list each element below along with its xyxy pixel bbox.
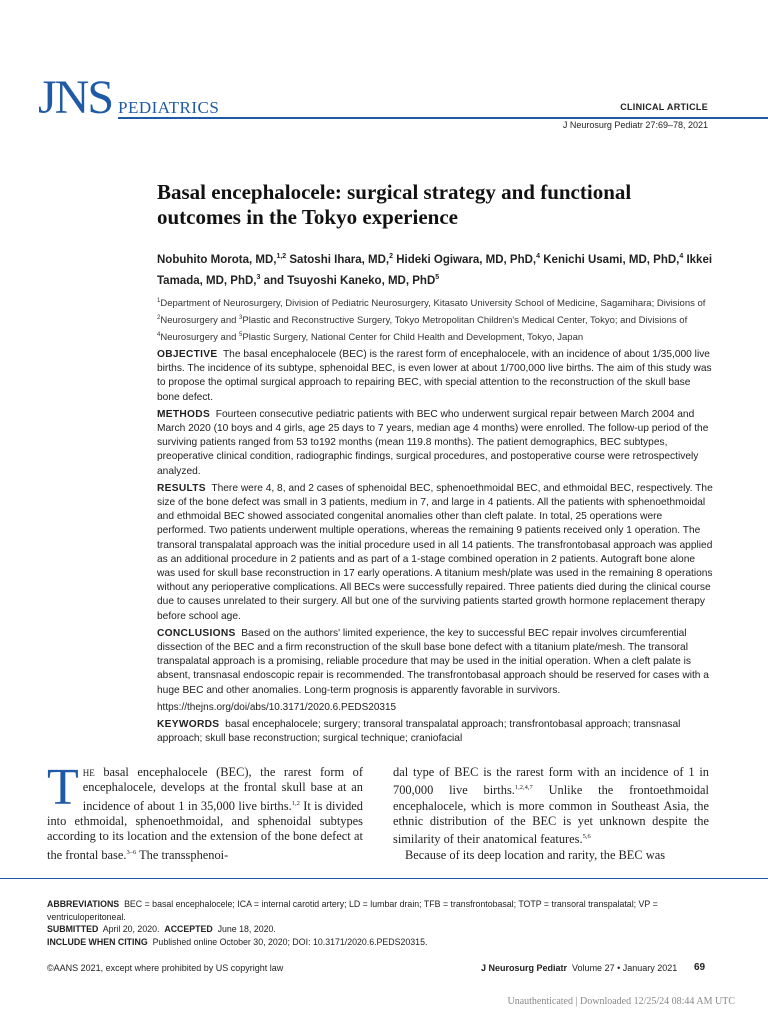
footnote-heading: SUBMITTED (47, 924, 99, 934)
citing-info (47, 936, 713, 949)
footnote-heading: INCLUDE WHEN CITING (47, 936, 148, 947)
keywords-text: basal encephalocele; surgery; transoral transpalatal approach; transfrontobasal approach; transnasal approach; skull base reconstruction; surgical technique; craniofacial (157, 719, 681, 745)
journal-logo: JNS (38, 71, 113, 124)
body-text: is yet unknown despite the similarity of their anatomical features. (393, 814, 710, 847)
abstract-text: There were 4, 8, and 2 cases of sphenoidal BEC, sphenoethmoidal BEC, and ethmoidal BEC, respectively. The size of the bone defect was small in 3 patients, medium in 7, and large in 4 patients. All the patients with sphenoethmoidal and ethmoidal BEC showed associated congenital anomalies other than cleft palate. In total, 25 operations were performed. Two patients underwent multiple operations, whereas the remaining 9 patients received only 1 operation. The transoral transpalatal approach was the initial procedure used in all 14 patients. The transfrontobasal approach was applied as an additional procedure in 2 patients and as part of a 1-stage combined operation in 2 patients. Autograft bone alone was used for skull base reconstruction in 17 early operations. A titanium mesh/plate was used in the remaining 8 operations without any perioperative complications. All BECs were successfully repaired. Three patients died during the clinical course due to causes unrelated to their surgery. All but one of the surviving patients started growth hormone replacement therapy before school age. (157, 482, 713, 622)
author-sup: 5 (435, 273, 440, 281)
body-text: BEC (454, 765, 479, 779)
body-text: BEC (618, 847, 643, 862)
body-text: Because of its deep location and rarity, the (405, 847, 619, 862)
abstract (157, 348, 713, 749)
abstract-heading: CONCLUSIONS (157, 627, 236, 639)
footnote-text: June 18, 2020. (217, 924, 276, 934)
abstract-text: Based on the authors' limited experience, the key to successful BEC repair involves circumferential dissection of the BEC and a firm reconstruction of the skull base bone defect with a titanium plate/mesh. The transoral transpalatal approach is a promising, reliable procedure that may be used in the initial operation. When a cleft palate is absent, transnasal endoscopic repair is recommended. The transfrontobasal approach should be reserved for cases with a huge BEC and other anomalies. Long-term prognosis is apparently favorable in survivors. (157, 627, 709, 696)
doi-link[interactable]: https://thejns.org/doi/abs/10.3171/2020.6.PEDS20315 (157, 701, 397, 713)
affil-text: Plastic Surgery, National Center for Child Health and Development, Tokyo, Japan (242, 332, 584, 344)
submission-dates (47, 923, 713, 936)
author-sup: 4 (536, 253, 541, 260)
download-stamp: Unauthenticated | Downloaded 12/25/24 08:44 AM UTC (507, 996, 735, 1007)
affil-sup: 1 (157, 298, 161, 304)
article-type: CLINICAL ARTICLE (620, 102, 708, 112)
abstract-text: The basal encephalocele (BEC) is the rarest form of encephalocele, with an incidence of about 1/35,000 live births. The incidence of its subtype, sphenoidal BEC, is even lower at about 1/700,000 live births. The aim of this study was to propose the optimal surgical approach to repairing BEC, with special attention to the reconstruction of the skull base bone defect. (157, 349, 712, 403)
body-text: was (642, 847, 666, 862)
footnote-text: BEC = basal encephalocele; ICA = internal carotid artery; LD = lumbar drain; TFB = transfrontobasal; TOTP = transoral transpalatal; VP = ventriculoperitoneal. (47, 899, 658, 922)
body-text: BEC (532, 814, 557, 829)
author: and Tsuyoshi Kaneko, MD, PhD (263, 274, 436, 287)
affil-sup: 4 (157, 332, 161, 339)
author: Satoshi Ihara, MD, (289, 253, 390, 266)
ref-sup: 1,2,4,7 (514, 784, 533, 792)
abstract-results (157, 482, 713, 624)
body-text: ), the rarest form of encephalocele, develops at the frontal skull base at an incidence of about 1 in 35,000 live births. (82, 765, 363, 813)
abstract-heading: METHODS (157, 408, 211, 420)
affiliations (157, 294, 713, 345)
header-rule (118, 117, 768, 119)
body-text: is the rarest form with an incidence of 1 in 700,000 live births. (393, 765, 710, 798)
author: Ikkei Tamada, MD, PhD, (157, 253, 713, 287)
abstract-heading: OBJECTIVE (157, 349, 218, 360)
footnote-heading: ACCEPTED (164, 924, 213, 934)
body-paragraph (393, 848, 709, 863)
author-sup: 4 (679, 253, 684, 260)
abstract-heading: KEYWORDS (157, 719, 220, 731)
abbreviations (47, 898, 713, 923)
copyright: ©AANS 2021, except where prohibited by US copyright law (47, 963, 284, 973)
body-text: Unlike the frontoethmoidal encephalocele, which is more common in Southeast Asia, the ethnic distribution of the (393, 783, 709, 829)
abstract-heading: RESULTS (157, 482, 206, 494)
author-sup: 1,2 (276, 253, 287, 260)
article-title: Basal encephalocele: surgical strategy and functional outcomes in the Tokyo experience (157, 180, 632, 229)
affil-text: Department of Neurosurgery, Division of Pediatric Neurosurgery, Kitasato University School of Medicine, Sagamihara; Divisions of (160, 298, 706, 310)
abstract-text: Fourteen consecutive pediatric patients with BEC who underwent surgical repair between March 2004 and March 2020 (10 boys and 4 girls, age 25 days to 7 years, median age 4 months) were enrolled. The follow-up period of the surviving patients ranged from 53 to192 months (mean 119.8 months). The patient demographics, BEC subtypes, preoperative clinical condition, radiographic findings, surgical procedures, and postoperative course were retrospectively analyzed. (157, 408, 709, 477)
author: Kenichi Usami, MD, PhD, (543, 253, 680, 266)
drop-cap: T (47, 759, 79, 816)
body-paragraph (393, 765, 709, 848)
journal-logo-subtitle: PEDIATRICS (118, 98, 220, 117)
footnote-text: Published online October 30, 2020; DOI: 10.3171/2020.6.PEDS20315. (152, 936, 428, 947)
ref-sup: 1,2 (291, 799, 300, 807)
footnotes (47, 898, 713, 948)
affil-sup: 5 (239, 332, 243, 339)
body-text: The transsphenoi- (136, 847, 229, 862)
footnote-heading: ABBREVIATIONS (47, 899, 120, 909)
journal-name: J Neurosurg Pediatr (481, 963, 568, 973)
author-list (157, 248, 717, 290)
author-sup: 3 (256, 273, 261, 281)
lead-word: he (82, 765, 95, 779)
footnote-text: April 20, 2020. (102, 924, 160, 934)
ref-sup: 3–6 (126, 848, 137, 856)
affil-sup: 3 (239, 315, 243, 322)
body-column-2 (393, 765, 709, 863)
abstract-objective (157, 348, 713, 405)
journal-citation: J Neurosurg Pediatr 27:69–78, 2021 (562, 120, 708, 130)
affil-text: Neurosurgery and (160, 332, 240, 344)
affil-text: Plastic and Reconstructive Surgery, Tokyo Metropolitan Children's Medical Center, Tokyo; and Divisions of (242, 315, 688, 327)
body-text: It is divided into ethmoidal, sphenoethmoidal, and sphenoidal subtypes according to its location and the extension of the bone defect at the frontal base. (47, 798, 364, 862)
author: Hideki Ogiwara, MD, PhD, (396, 253, 537, 266)
affil-sup: 2 (157, 315, 161, 322)
author-sup: 2 (389, 253, 393, 260)
body-text: basal encephalocele ( (94, 765, 221, 779)
abstract-keywords (157, 718, 713, 746)
abstract-methods (157, 408, 713, 479)
body-text: BEC (220, 765, 245, 779)
abstract-conclusions (157, 627, 713, 698)
affil-text: Neurosurgery and (160, 315, 240, 327)
author: Nobuhito Morota, MD, (157, 253, 277, 266)
journal-footer (481, 963, 677, 973)
ref-sup: 5,6 (582, 833, 591, 841)
footer-rule (0, 878, 768, 879)
body-text: dal type of (393, 765, 455, 779)
page-number: 69 (694, 962, 706, 973)
journal-volume: Volume 27 • January 2021 (572, 963, 678, 973)
body-column-1 (47, 759, 364, 863)
